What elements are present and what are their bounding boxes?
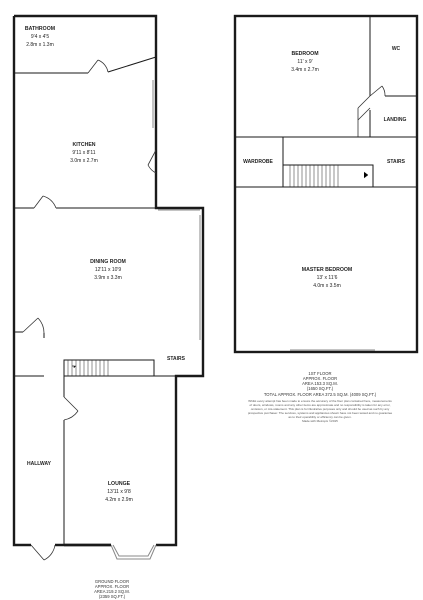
lounge-bay-window-inner — [113, 545, 154, 556]
first-caption-line4: (1650 SQ.FT.) — [306, 386, 334, 391]
bathroom-name: BATHROOM — [24, 26, 56, 32]
bedroom-dims-metric: 3.4m x 2.7m — [291, 67, 319, 73]
ground-caption-line2: APPROX. FLOOR — [94, 584, 130, 589]
lounge-door — [64, 397, 78, 420]
wc-door — [370, 86, 385, 96]
kitchen-dims-metric: 3.0m x 2.7m — [70, 158, 98, 164]
landing-name: LANDING — [383, 117, 407, 123]
first-stairs-outline — [283, 165, 373, 187]
hallway-door-upper — [23, 318, 44, 333]
first-caption-line1: 1ST FLOOR — [308, 371, 332, 376]
master-name: MASTER BEDROOM — [301, 267, 353, 273]
dining-dims-metric: 3.9m x 3.3m — [94, 275, 122, 281]
disclaimer-line3: omission, or mis-statement. This plan is for illustrative purposes only and should be used as such by any — [250, 407, 390, 411]
first-caption-line2: APPROX. FLOOR — [302, 376, 338, 381]
ground-stairs-arrow — [72, 366, 76, 368]
bathroom-wall-angled — [108, 57, 156, 72]
ground-stairs — [64, 360, 154, 376]
lounge-dims-metric: 4.2m x 2.9m — [105, 497, 133, 503]
bathroom-door — [88, 60, 108, 73]
disclaimer-line4: prospective purchaser. The services, systems and appliances shown have not been tested and no guarantee — [247, 411, 393, 415]
ground-caption-line3: AREA 219.2 SQ.M. — [94, 589, 130, 594]
kitchen-dims-imperial: 9'11 x 8'11 — [72, 150, 96, 156]
lounge-name: LOUNGE — [107, 481, 131, 487]
disclaimer-line2: of doors, windows, rooms and any other items are approximate and no responsibility is taken for any error, — [249, 403, 391, 407]
bedroom-dims-imperial: 11' x 9' — [297, 59, 313, 65]
first-stairs-arrow — [364, 172, 368, 178]
dining-door — [34, 196, 56, 208]
disclaimer-line6: Made with Metropix ©2015 — [302, 419, 338, 423]
front-door — [31, 545, 55, 560]
first-floor-plan — [235, 16, 417, 423]
bedroom-door — [358, 96, 370, 137]
master-dims-metric: 4.0m x 3.5m — [313, 283, 341, 289]
disclaimer-line5: as to their operability or efficiency can be given. — [288, 415, 352, 419]
ground-caption-line1: GROUND FLOOR — [94, 579, 130, 584]
disclaimer — [248, 399, 393, 423]
hallway-name: HALLWAY — [27, 461, 51, 467]
disclaimer-line1: Whilst every attempt has been made to ensure the accuracy of the floor plan contained here, measurements — [248, 399, 392, 403]
lounge-bay-window — [111, 545, 156, 559]
wardrobe-name: WARDROBE — [243, 159, 273, 165]
ground-floor-caption — [94, 579, 130, 599]
bathroom-dims-imperial: 9'4 x 4'5 — [30, 34, 50, 40]
bedroom-name: BEDROOM — [291, 51, 319, 57]
dining-name: DINING ROOM — [90, 259, 126, 265]
kitchen-name: KITCHEN — [72, 142, 96, 148]
landing-door — [358, 108, 370, 120]
ground-stairs-label: STAIRS — [167, 356, 185, 362]
ground-floor-plan — [14, 16, 203, 599]
wc-name: WC — [391, 46, 401, 52]
dining-dims-imperial: 12'11 x 10'9 — [94, 267, 122, 273]
master-dims-imperial: 13' x 11'6 — [316, 275, 338, 281]
first-caption-line3: AREA 153.3 SQ.M. — [302, 381, 338, 386]
ground-caption-line4: (2359 SQ.FT.) — [98, 594, 126, 599]
bathroom-dims-metric: 2.8m x 1.3m — [26, 42, 54, 48]
total-area: TOTAL APPROX. FLOOR AREA 372.5 SQ.M. (4009 SQ.FT.) — [263, 392, 377, 397]
first-stairs — [283, 165, 373, 187]
first-floor-caption — [302, 371, 338, 391]
first-stairs-label: STAIRS — [387, 159, 405, 165]
lounge-dims-imperial: 13'11 x 9'8 — [107, 489, 131, 495]
ground-stairs-outline — [64, 360, 154, 376]
